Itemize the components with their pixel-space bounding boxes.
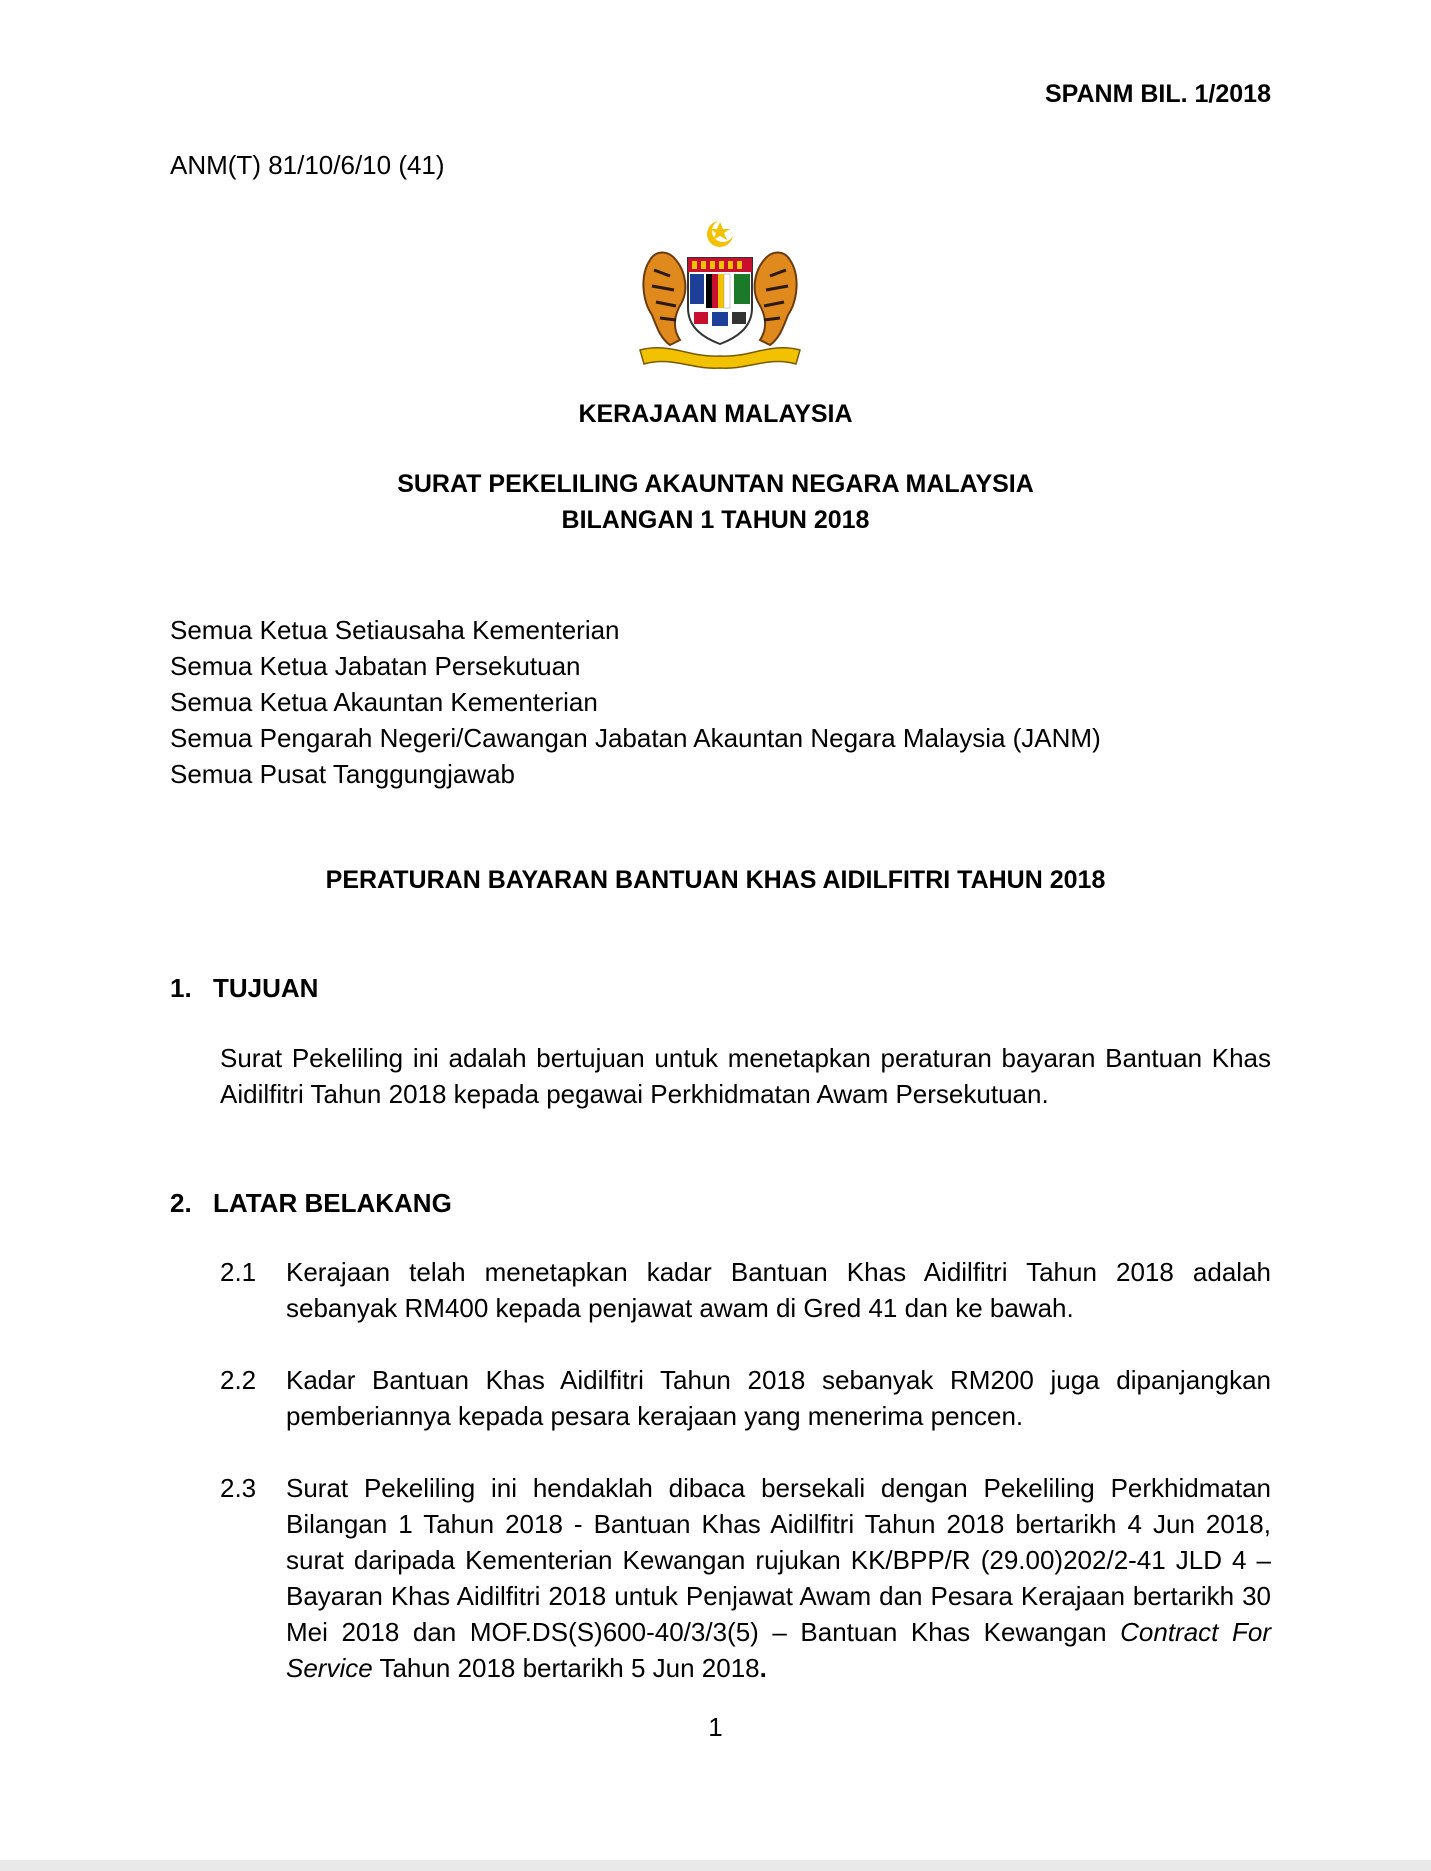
subsection-text-tail: Tahun 2018 bertarikh 5 Jun 2018 — [379, 1653, 760, 1683]
subsection-number: 2.3 — [220, 1473, 257, 1503]
section-title: TUJUAN — [213, 973, 319, 1003]
subsection-2-1 — [220, 1254, 1271, 1326]
subsection-text: Kerajaan telah menetapkan kadar Bantuan Khas Aidilfitri Tahun 2018 adalah sebanyak RM400 kepada penjawat awam di Gred 41 dan ke bawah. — [286, 1257, 1271, 1323]
subsection-text: Kadar Bantuan Khas Aidilfitri Tahun 2018 sebanyak RM200 juga dipanjangkan pemberiannya kepada pesara kerajaan yang menerima pencen. — [286, 1365, 1271, 1431]
file-reference: ANM(T) 81/10/6/10 (41) — [170, 150, 445, 180]
recipient-item: Semua Ketua Jabatan Persekutuan — [170, 651, 581, 681]
section-number: 2. — [170, 1188, 192, 1218]
section-number: 1. — [170, 973, 192, 1003]
malaysia-coat-of-arms-icon — [630, 220, 810, 370]
subsection-text-end: . — [759, 1653, 767, 1683]
subsection-2-3 — [220, 1470, 1271, 1686]
section-paragraph-tujuan: Surat Pekeliling ini adalah bertujuan untuk menetapkan peraturan bayaran Bantuan Khas Aidilfitri Tahun 2018 kepada pegawai Perkhidmatan Awam Persekutuan. — [220, 1043, 1271, 1109]
circular-title-line2: BILANGAN 1 TAHUN 2018 — [561, 506, 870, 534]
recipient-item: Semua Ketua Akauntan Kementerian — [170, 687, 598, 717]
subsection-text-italic: Contract For Service — [286, 1617, 1271, 1683]
subsection-2-2 — [220, 1362, 1271, 1434]
circular-title-line1: SURAT PEKELILING AKAUNTAN NEGARA MALAYSIA — [397, 470, 1034, 498]
recipient-item: Semua Pengarah Negeri/Cawangan Jabatan Akauntan Negara Malaysia (JANM) — [170, 723, 1101, 753]
recipient-item: Semua Ketua Setiausaha Kementerian — [170, 615, 620, 645]
subsection-number: 2.2 — [220, 1365, 257, 1395]
section-heading-latar-belakang — [170, 1188, 452, 1219]
subsection-text — [286, 1470, 1271, 1686]
viewer-bottom-strip — [0, 1860, 1431, 1871]
subsection-text-main: Surat Pekeliling ini hendaklah dibaca bersekali dengan Pekeliling Perkhidmatan Bilangan 1 Tahun 2018 - Bantuan Khas Aidilfitri Tahun 2018 bertarikh 4 Jun 2018, surat daripada Kementerian Kewangan rujukan KK/BPP/R (29.00)202/2-41 JLD 4 – Bayaran Khas Aidilfitri 2018 untuk Penjawat Awam dan Pesara Kerajaan bertarikh 30 Mei 2018 dan MOF.DS(S)600-40/3/3(5) – Bantuan Khas Kewangan — [286, 1473, 1271, 1647]
recipients-list — [170, 612, 1101, 792]
section-heading-tujuan — [170, 973, 318, 1004]
page-number: 1 — [708, 1712, 723, 1742]
section-title: LATAR BELAKANG — [213, 1188, 452, 1218]
circular-reference-code: SPANM BIL. 1/2018 — [1044, 80, 1271, 108]
subsection-number: 2.1 — [220, 1257, 257, 1287]
government-title: KERAJAAN MALAYSIA — [578, 400, 853, 428]
recipient-item: Semua Pusat Tanggungjawab — [170, 759, 515, 789]
document-subject: PERATURAN BAYARAN BANTUAN KHAS AIDILFITRI TAHUN 2018 — [325, 866, 1106, 894]
